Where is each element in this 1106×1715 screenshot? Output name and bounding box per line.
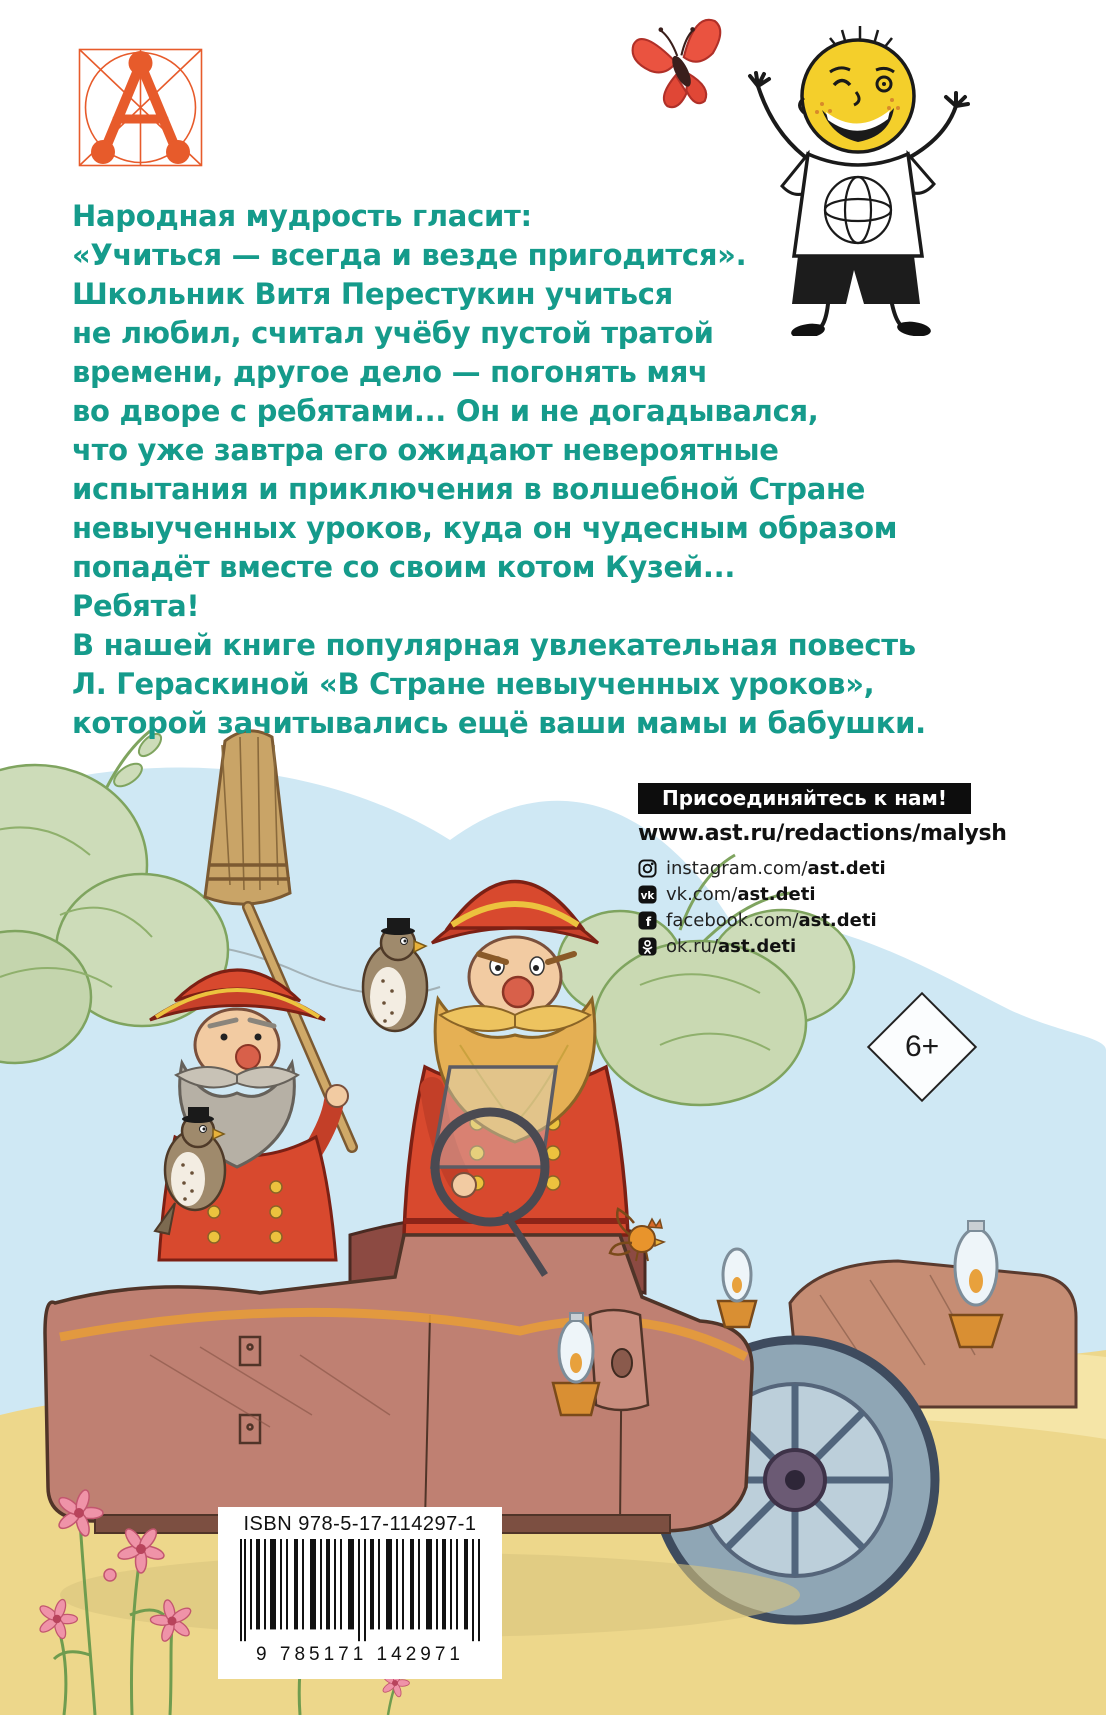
social-row-vk xyxy=(638,881,1018,907)
blurb-line: попадёт вместе со своим котом Кузей... xyxy=(72,550,736,584)
barcode-digits: 9 785171 142971 xyxy=(256,1644,464,1665)
blurb-line: В нашей книге популярная увлекательная повесть xyxy=(72,628,916,662)
social-link-text: facebook.com/ast.deti xyxy=(666,909,877,931)
social-link-text: vk.com/ast.deti xyxy=(666,883,816,905)
vk-icon xyxy=(638,885,657,904)
blurb-line: «Учиться — всегда и везде пригодится». xyxy=(72,238,747,272)
social-row-instagram xyxy=(638,855,1018,881)
social-links xyxy=(638,855,1018,959)
butterfly-illustration xyxy=(621,1,741,127)
blurb-line: Л. Гераскиной «В Стране невыученных уроков», xyxy=(72,667,875,701)
ok-icon xyxy=(638,937,657,956)
blurb-line: не любил, считал учёбу пустой тратой xyxy=(72,316,714,350)
blurb-line: во дворе с ребятами... Он и не догадывался, xyxy=(72,394,819,428)
svg-text:f: f xyxy=(645,914,652,929)
blurb-line: которой зачитывались ещё ваши мамы и бабушки. xyxy=(72,706,926,740)
isbn-block xyxy=(218,1507,502,1679)
blurb-line: Ребята! xyxy=(72,589,200,623)
ast-publisher-logo xyxy=(78,48,203,167)
instagram-icon xyxy=(638,859,657,878)
age-rating-label: 6+ xyxy=(904,1030,940,1063)
barcode xyxy=(240,1539,480,1643)
svg-text:vk: vk xyxy=(640,889,655,902)
social-link-text: ok.ru/ast.deti xyxy=(666,935,797,957)
social-link-text: instagram.com/ast.deti xyxy=(666,857,886,879)
blurb-line: что уже завтра его ожидают невероятные xyxy=(72,433,779,467)
social-row-facebook xyxy=(638,907,1018,933)
publisher-url: www.ast.ru/redactions/malysh xyxy=(638,821,1007,846)
social-row-ok xyxy=(638,933,1018,959)
windshield xyxy=(432,1067,556,1167)
blurb-line: времени, другое дело — погонять мяч xyxy=(72,355,708,389)
facebook-icon xyxy=(638,911,657,930)
back-cover-blurb xyxy=(72,197,1082,743)
blurb-line: испытания и приключения в волшебной Стране xyxy=(72,472,866,506)
join-us-block xyxy=(638,783,1018,959)
isbn-number: ISBN 978-5-17-114297-1 xyxy=(243,1513,477,1535)
blurb-line: Школьник Витя Перестукин учиться xyxy=(72,277,673,311)
blurb-line: Народная мудрость гласит: xyxy=(72,199,532,233)
oil-lamp-front xyxy=(718,1249,756,1327)
blurb-line: невыученных уроков, куда он чудесным образом xyxy=(72,511,898,545)
join-banner: Присоединяйтесь к нам! xyxy=(638,783,971,814)
